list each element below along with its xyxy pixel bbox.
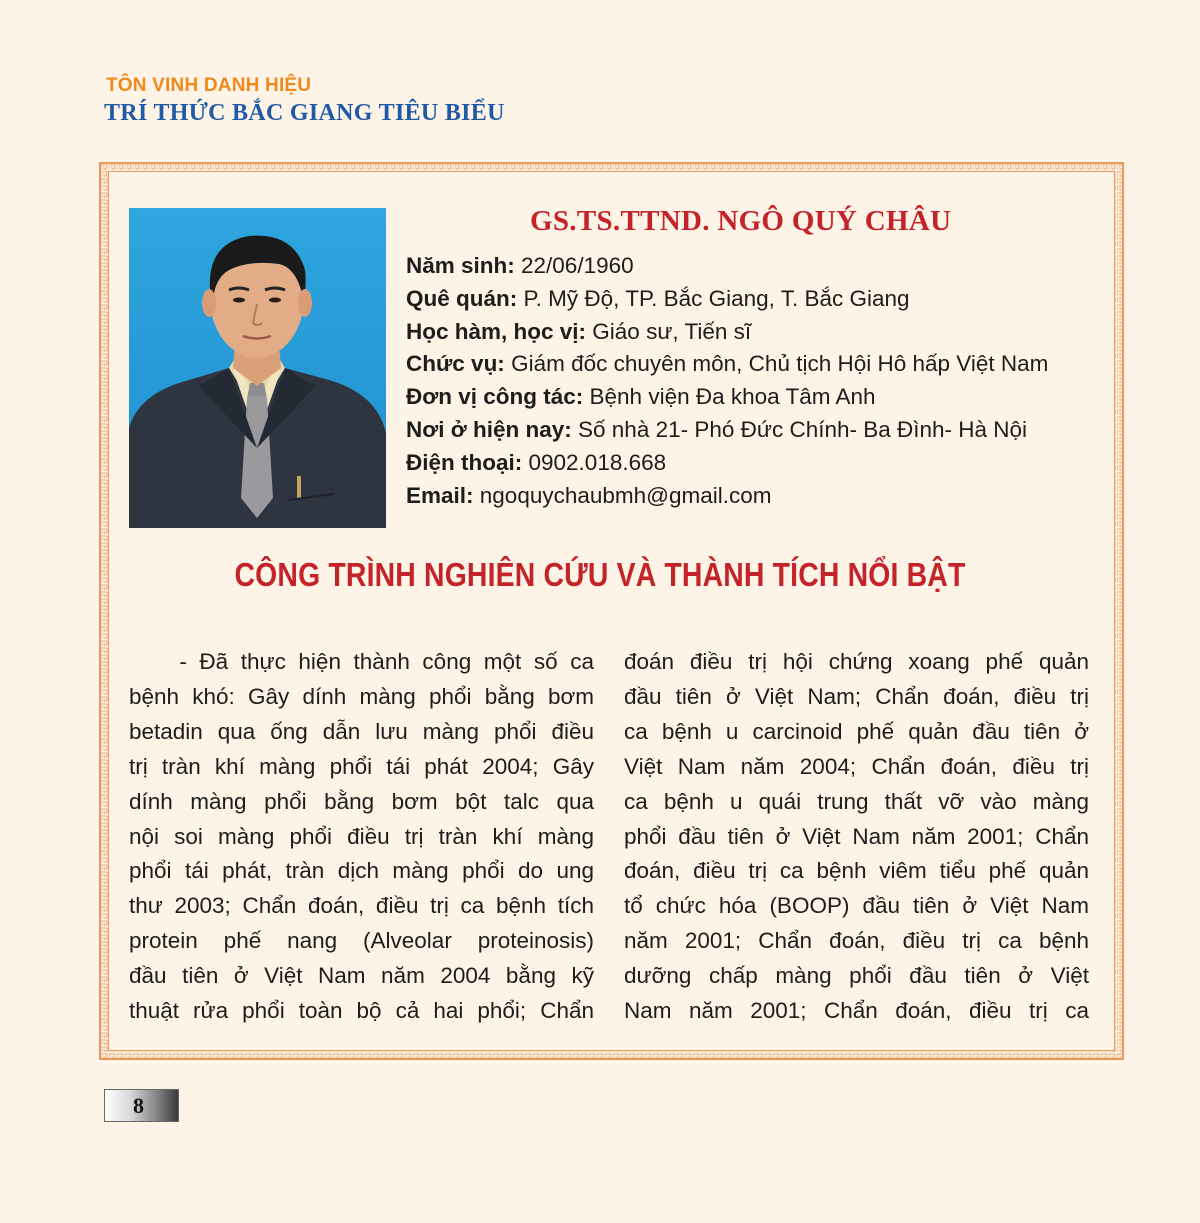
body-text-line: bệnh khó: Gây dính màng phổi bằng bơm: [129, 683, 594, 709]
body-text-line: phổi tái phát, tràn dịch màng phổi do ung: [129, 858, 594, 884]
profile-field-value: Bệnh viện Đa khoa Tâm Anh: [583, 384, 876, 410]
profile-field: [406, 283, 1106, 316]
body-text-line: đoán điều trị hội chứng xoang phế quản: [624, 649, 1089, 674]
body-text-line: betadin qua ống dẫn lưu màng phổi điều: [129, 718, 594, 744]
body-text-line: dính màng phổi bằng bơm bột talc qua: [129, 788, 594, 814]
profile-field: [406, 447, 1106, 480]
body-text-line: đoán, điều trị ca bệnh viêm tiểu phế quản: [624, 858, 1089, 884]
profile-field-value: P. Mỹ Độ, TP. Bắc Giang, T. Bắc Giang: [517, 285, 910, 311]
profile-field-label: Điện thoại:: [406, 449, 523, 475]
page-number: 8: [133, 1093, 144, 1118]
profile-field-value: Số nhà 21- Phó Đức Chính- Ba Đình- Hà Nội: [571, 416, 1028, 442]
body-text-line: protein phế nang (Alveolar proteinosis): [129, 928, 594, 954]
body-column-right: [624, 645, 1089, 1029]
header-line-2: TRÍ THỨC BẮC GIANG TIÊU BIỂU: [104, 100, 505, 126]
section-title: CÔNG TRÌNH NGHIÊN CỨU VÀ THÀNH TÍCH NỔI BẬT: [234, 556, 966, 593]
profile-info: [406, 250, 1106, 512]
header-line-1: TÔN VINH DANH HIỆU: [106, 75, 312, 96]
body-text-line: đầu tiên ở Việt Nam; Chẩn đoán, điều trị: [624, 683, 1089, 709]
body-text-line: nội soi màng phổi điều trị tràn khí màng: [129, 823, 594, 849]
body-text-line: dưỡng chấp màng phổi đầu tiên ở Việt: [624, 963, 1089, 989]
body-text-line: ca bệnh u carcinoid phế quản đầu tiên ở: [624, 718, 1089, 744]
profile-field-value: 0902.018.668: [522, 449, 667, 475]
profile-field-label: Đơn vị công tác:: [406, 384, 584, 410]
profile-field-label: Email:: [406, 482, 474, 508]
body-text-line: trị tràn khí màng phổi tái phát 2004; Gây: [129, 753, 594, 779]
body-text-line: phổi đầu tiên ở Việt Nam năm 2001; Chẩn: [624, 823, 1089, 849]
profile-field-label: Học hàm, học vị:: [406, 318, 587, 344]
profile-field-label: Quê quán:: [406, 285, 518, 311]
body-text-line: thuật rửa phổi toàn bộ cả hai phổi; Chẩn: [129, 998, 594, 1024]
page-number-badge: [104, 1089, 179, 1122]
body-text-line: thư 2003; Chẩn đoán, điều trị ca bệnh tích: [129, 893, 594, 919]
body-text-line: ca bệnh u quái trung thất vỡ vào màng: [624, 788, 1089, 814]
profile-field: [406, 381, 1106, 414]
profile-field-label: Năm sinh:: [406, 253, 515, 278]
profile-field-value: Giáo sư, Tiến sĩ: [586, 318, 752, 344]
profile-field-label: Nơi ở hiện nay:: [406, 416, 572, 442]
profile-field: [406, 480, 1106, 513]
body-column-left: [129, 645, 594, 1029]
profile-field: [406, 316, 1106, 349]
body-text-line: Nam năm 2001; Chẩn đoán, điều trị ca: [624, 998, 1089, 1024]
profile-field-value: Giám đốc chuyên môn, Chủ tịch Hội Hô hấp Việt Nam: [504, 351, 1049, 377]
body-text-line: năm 2001; Chẩn đoán, điều trị ca bệnh: [624, 928, 1089, 954]
profile-field: [406, 414, 1106, 447]
profile-field: [406, 348, 1106, 381]
profile-field-label: Chức vụ:: [406, 351, 505, 377]
profile-field-value: ngoquychaubmh@gmail.com: [473, 482, 772, 508]
person-name: GS.TS.TTND. NGÔ QUÝ CHÂU: [530, 205, 952, 237]
profile-field: [406, 250, 1106, 283]
portrait-photo: [129, 208, 386, 528]
body-text-line: - Đã thực hiện thành công một số ca: [129, 649, 594, 674]
body-text-line: đầu tiên ở Việt Nam năm 2004 bằng kỹ: [129, 963, 594, 989]
body-text-line: Việt Nam năm 2004; Chẩn đoán, điều trị: [624, 753, 1089, 779]
body-text-line: tổ chức hóa (BOOP) đầu tiên ở Việt Nam: [624, 893, 1089, 919]
profile-field-value: 22/06/1960: [514, 253, 634, 278]
